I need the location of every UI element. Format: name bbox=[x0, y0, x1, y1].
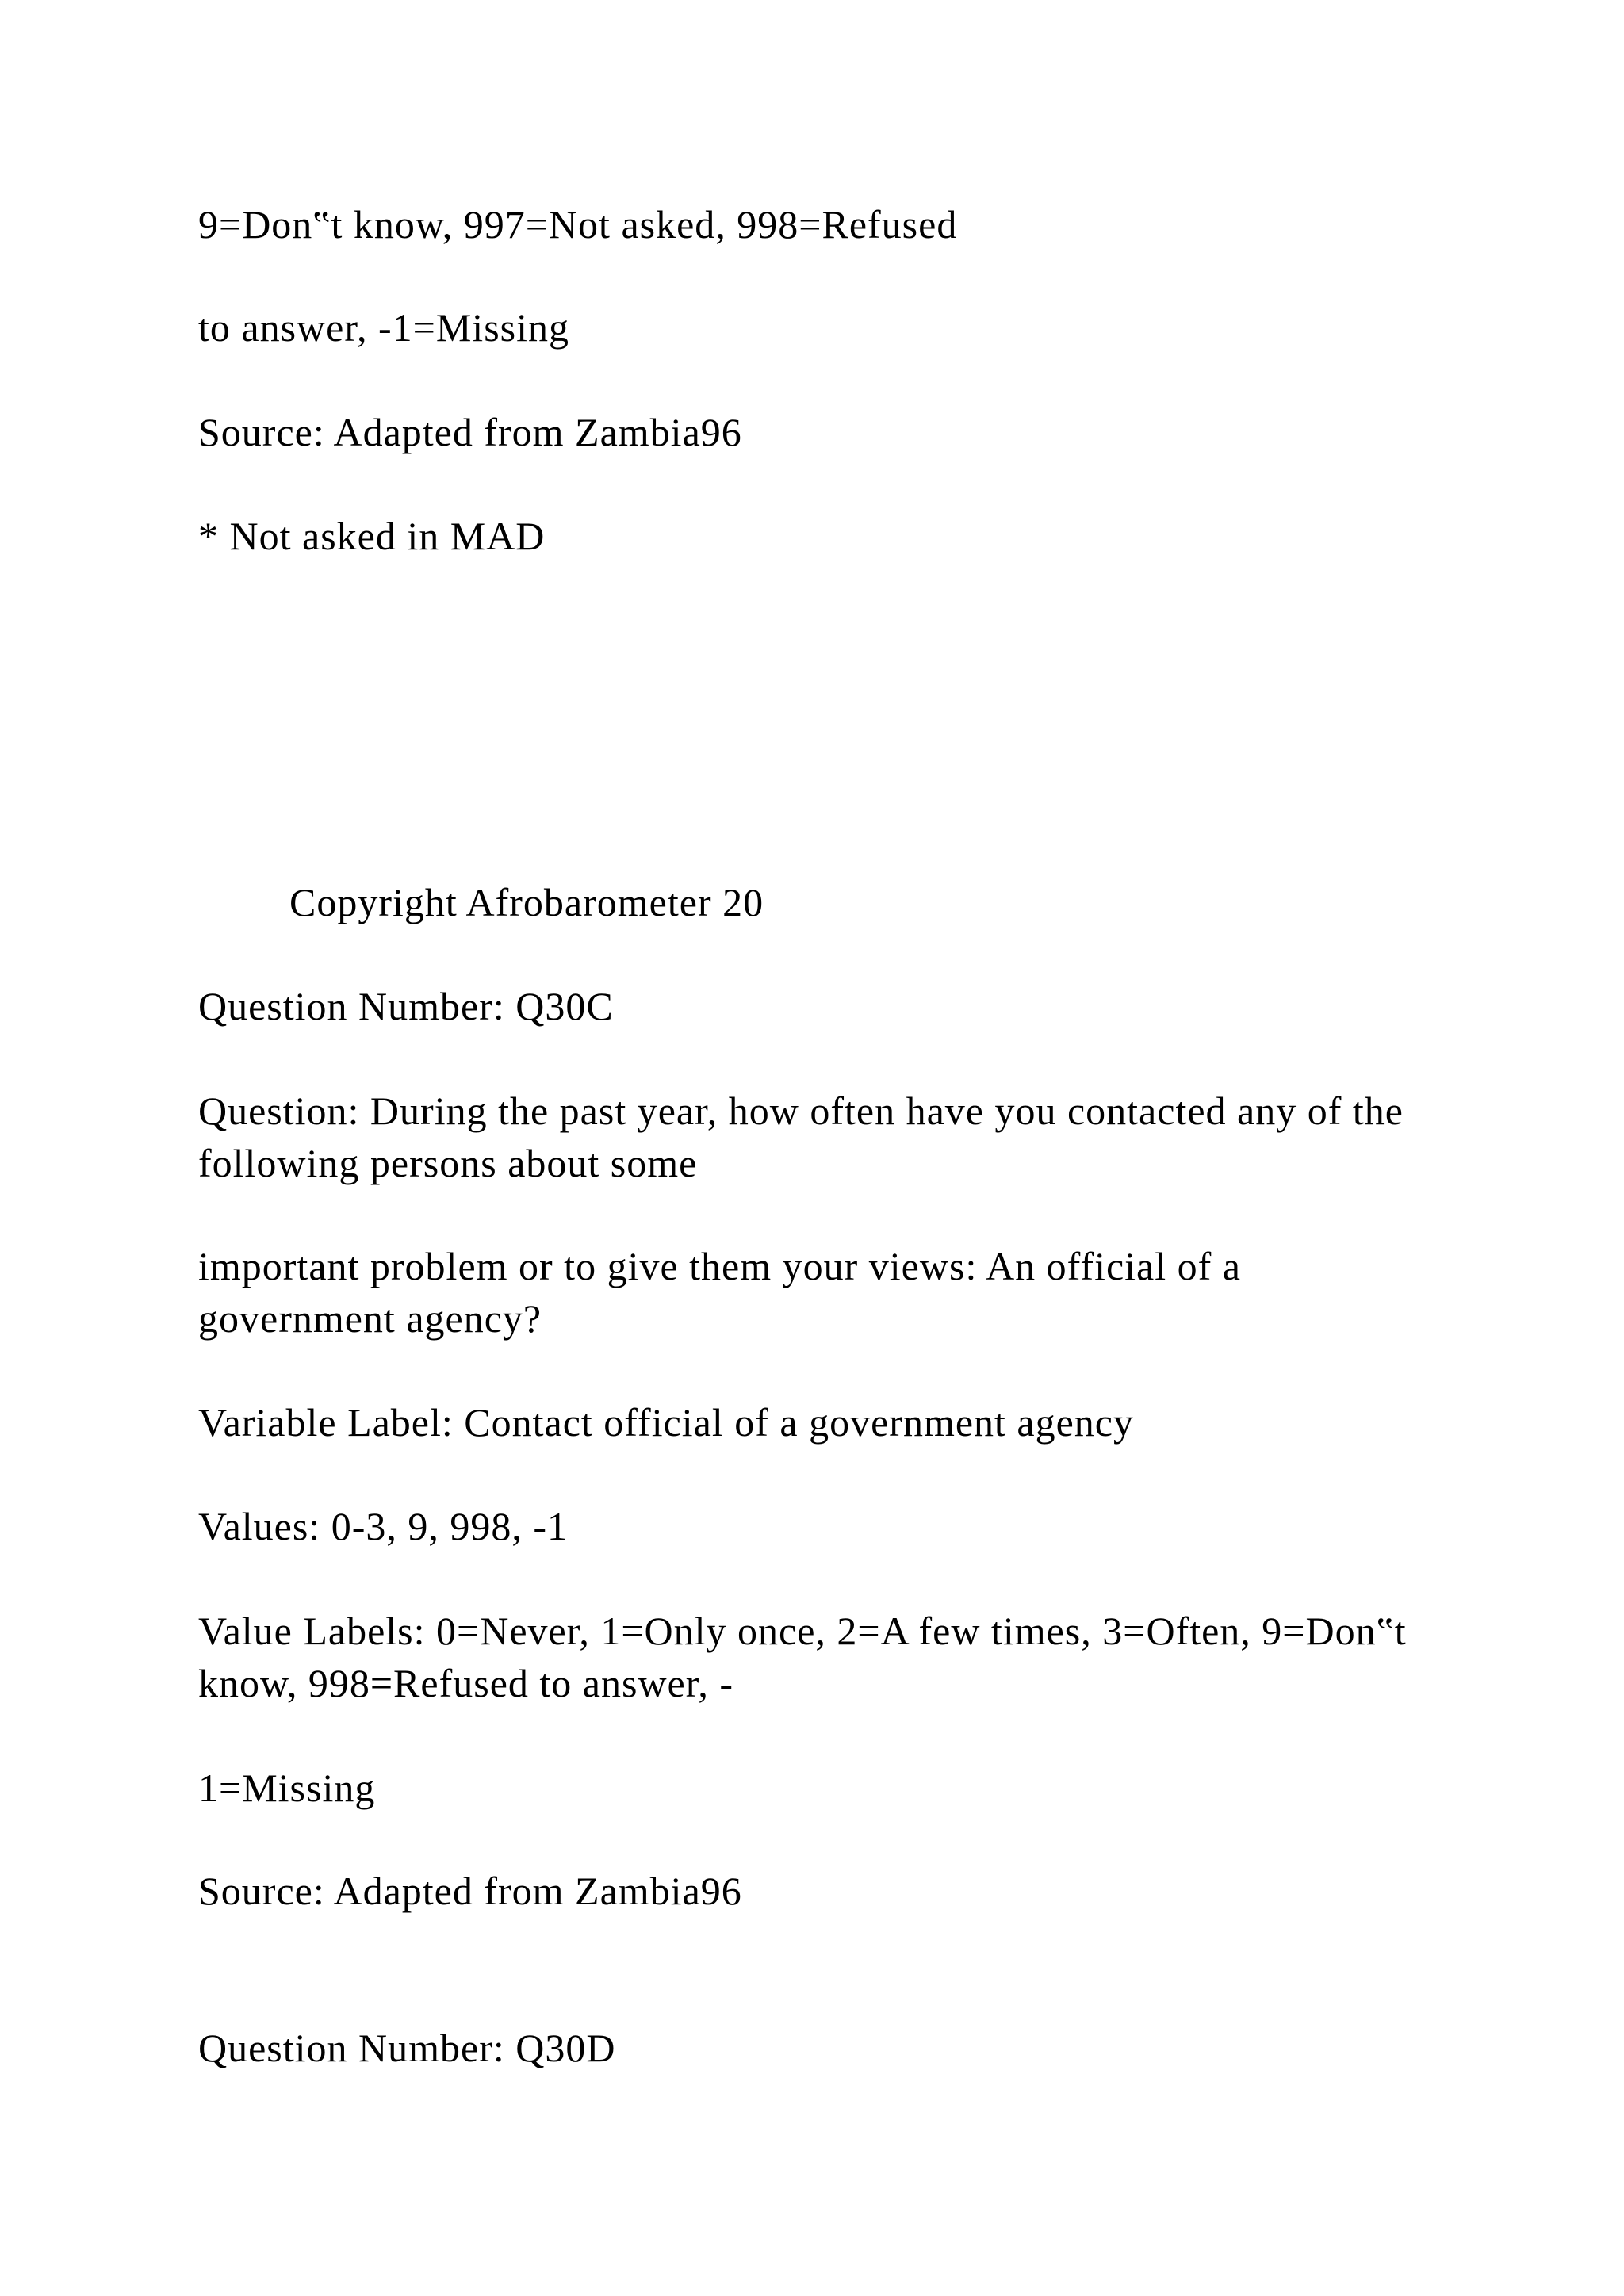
source-q30c: Source: Adapted from Zambia96 bbox=[198, 1869, 742, 1913]
question-number-q30d: Question Number: Q30D bbox=[198, 2026, 616, 2070]
variable-label-q30c: Variable Label: Contact official of a government agency bbox=[198, 1400, 1134, 1445]
copyright-footer: Copyright Afrobarometer 20 bbox=[289, 880, 764, 924]
value-labels-continued-end: to answer, -1=Missing bbox=[198, 305, 569, 350]
question-number-q30c: Question Number: Q30C bbox=[198, 984, 614, 1028]
values-q30c: Values: 0-3, 9, 998, -1 bbox=[198, 1504, 568, 1548]
value-labels-continued: 9=Don‟t know, 997=Not asked, 998=Refused bbox=[198, 202, 958, 247]
question-text-q30c-part1: Question: During the past year, how often have you contacted any of the following persons about some bbox=[198, 1089, 1404, 1185]
value-labels-q30c-part2: 1=Missing bbox=[198, 1766, 376, 1810]
source-text: Source: Adapted from Zambia96 bbox=[198, 410, 742, 454]
value-labels-q30c-part1: Value Labels: 0=Never, 1=Only once, 2=A few times, 3=Often, 9=Don‟t know, 998=Refused to answer, - bbox=[198, 1609, 1407, 1705]
question-text-q30c-part2: important problem or to give them your views: An official of a government agency? bbox=[198, 1244, 1241, 1341]
note-text: * Not asked in MAD bbox=[198, 514, 546, 558]
